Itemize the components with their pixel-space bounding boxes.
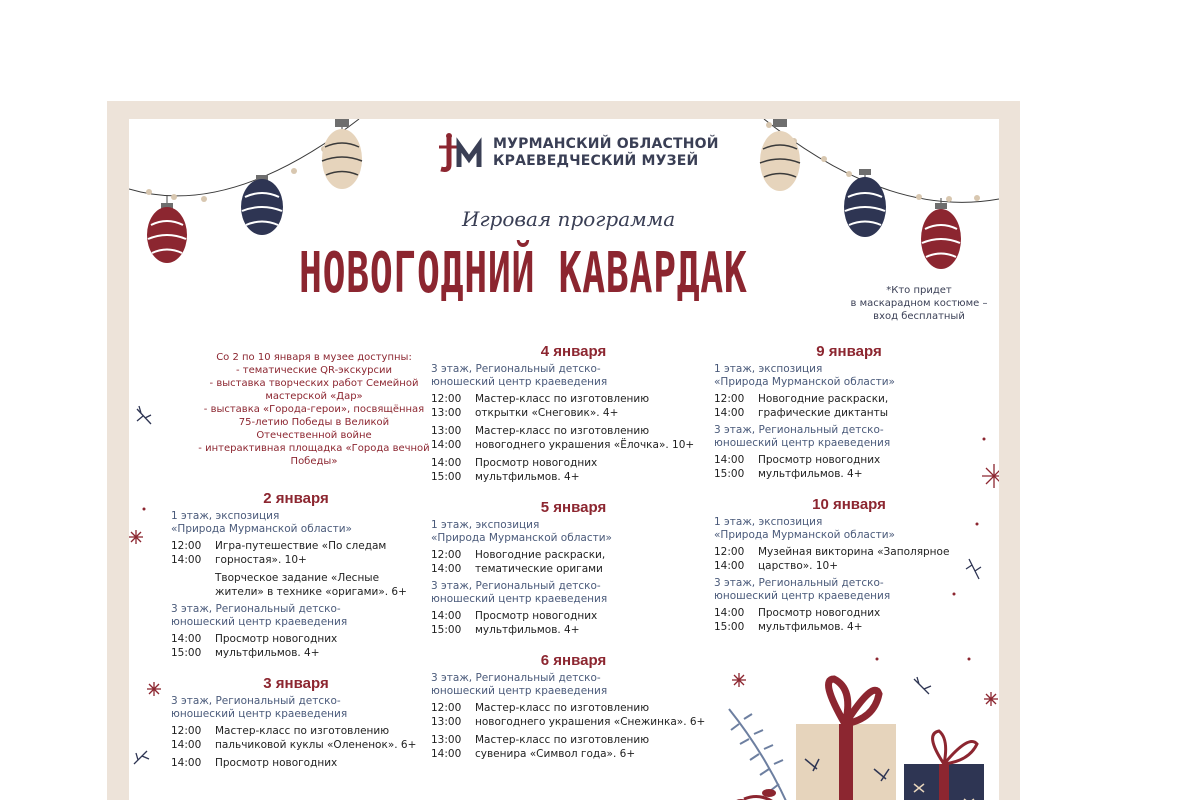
schedule-column-3 <box>714 342 984 638</box>
description-line: мультфильмов. 4+ <box>758 468 863 480</box>
location-line: 3 этаж, Региональный детско- <box>431 672 601 684</box>
day-jan2 <box>171 489 421 660</box>
location-line: 3 этаж, Региональный детско- <box>714 424 884 436</box>
event <box>431 733 716 761</box>
description-line: Просмотр новогодних <box>758 454 881 466</box>
event-time <box>171 539 215 567</box>
intro-text <box>189 351 439 468</box>
time-start: 13:00 <box>431 734 462 746</box>
day-title: 5 января <box>540 499 607 516</box>
museum-name <box>493 136 719 170</box>
ornament-beige-left <box>322 119 362 189</box>
intro-line: - выставка «Города-герои», посвящённая <box>203 404 425 415</box>
intro-line: 75-летию Победы в Великой <box>238 417 390 428</box>
description-line: жители» в технике «оригами». 6+ <box>215 586 407 598</box>
description-line: царство». 10+ <box>758 560 839 572</box>
description-line: Новогодние раскраски, <box>475 549 606 561</box>
event-time <box>431 456 475 484</box>
time-end: 15:00 <box>714 621 745 633</box>
location-line: «Природа Мурманской области» <box>714 529 895 541</box>
museum-logo <box>435 133 719 173</box>
ornament-red-right <box>921 203 961 269</box>
twig-icon <box>134 751 149 764</box>
schedule-column-1 <box>171 489 421 774</box>
program-subtitle: Игровая программа <box>462 207 676 231</box>
location-line: 1 этаж, экспозиция <box>714 516 823 528</box>
event-time <box>171 632 215 660</box>
event <box>171 756 421 770</box>
time-end: 15:00 <box>431 624 462 636</box>
event <box>431 424 716 452</box>
event-description <box>215 724 416 752</box>
location-line: юношеский центр краеведения <box>171 616 348 628</box>
description-line: Музейная викторина «Заполярное <box>758 546 950 558</box>
intro-line: Со 2 по 10 января в музее доступны: <box>216 352 412 363</box>
time-end: 15:00 <box>714 468 745 480</box>
time-end: 15:00 <box>171 647 202 659</box>
day-jan5 <box>431 498 716 637</box>
location-line: «Природа Мурманской области» <box>714 376 895 388</box>
location-line: 1 этаж, экспозиция <box>171 510 280 522</box>
description-line: Мастер-класс по изготовлению <box>215 725 390 737</box>
day-title: 2 января <box>263 490 329 507</box>
event-description <box>215 632 337 660</box>
description-line: Мастер-класс по изготовлению <box>475 702 650 714</box>
time-start: 12:00 <box>431 549 462 561</box>
snowflake-icon <box>732 673 746 687</box>
ornament-navy-right <box>844 169 886 237</box>
day-title: 6 января <box>540 652 607 669</box>
time-end: 14:00 <box>431 748 462 760</box>
time-start: 12:00 <box>171 725 202 737</box>
day-title: 9 января <box>816 343 882 360</box>
time-end: 14:00 <box>714 407 745 419</box>
location <box>714 577 984 603</box>
event-description <box>475 392 649 420</box>
location-line: 3 этаж, Региональный детско- <box>431 580 601 592</box>
location-line: 3 этаж, Региональный детско- <box>431 363 601 375</box>
intro-line: - тематические QR-экскурсии <box>235 365 393 376</box>
event <box>171 724 421 752</box>
event-time <box>431 392 475 420</box>
event-description <box>475 701 705 729</box>
time-end: 14:00 <box>171 554 202 566</box>
event-time <box>714 606 758 634</box>
snowflake-icon <box>147 682 161 696</box>
day-jan3 <box>171 674 421 770</box>
event-description <box>475 609 597 637</box>
day-jan4 <box>431 342 716 484</box>
time-start: 12:00 <box>431 702 462 714</box>
event <box>171 632 421 660</box>
event-time: 14:00 <box>171 757 202 769</box>
event-description <box>758 392 888 420</box>
location-line: 3 этаж, Региональный детско- <box>171 603 341 615</box>
event-time <box>431 733 475 761</box>
event-description <box>758 606 880 634</box>
location <box>171 510 421 536</box>
time-start: 12:00 <box>714 546 745 558</box>
event-description <box>475 456 597 484</box>
location <box>171 695 421 721</box>
ornament-navy-left <box>241 175 283 235</box>
event-description <box>215 539 386 567</box>
intro-line: - выставка творческих работ Семейной <box>209 378 419 389</box>
location <box>171 603 421 629</box>
event <box>431 548 716 576</box>
time-start: 12:00 <box>431 393 462 405</box>
intro-line: мастерской «Дар» <box>265 391 363 402</box>
event-time <box>431 701 475 729</box>
day-jan6 <box>431 651 716 761</box>
description-line: мультфильмов. 4+ <box>475 471 580 483</box>
intro-line: - интерактивная площадка «Города вечной <box>198 443 430 454</box>
poster-content <box>129 119 999 800</box>
time-start: 14:00 <box>171 633 202 645</box>
ornament-red-left <box>147 203 187 263</box>
time-end: 14:00 <box>431 439 462 451</box>
costume-note-line1: *Кто придет <box>886 285 952 296</box>
description-line: открытки «Снеговик». 4+ <box>475 407 619 419</box>
event-time <box>714 545 758 573</box>
event <box>431 456 716 484</box>
description-line: сувенира «Символ года». 6+ <box>475 748 636 760</box>
day-jan10 <box>714 495 984 634</box>
location-line: юношеский центр краеведения <box>171 708 348 720</box>
event-description <box>475 548 605 576</box>
description-line: Новогодние раскраски, <box>758 393 889 405</box>
location <box>714 424 984 450</box>
event <box>171 571 421 599</box>
location-line: 3 этаж, Региональный детско- <box>714 577 884 589</box>
description-line: Просмотр новогодних <box>758 607 881 619</box>
museum-name-line2: КРАЕВЕДЧЕСКИЙ МУЗЕЙ <box>493 153 699 169</box>
description-line: Просмотр новогодних <box>475 457 598 469</box>
event-time <box>431 424 475 452</box>
description-line: Мастер-класс по изготовлению <box>475 734 650 746</box>
twig-icon <box>914 677 931 694</box>
program-title: НОВОГОДНИЙ КАВАРДАК <box>299 241 748 306</box>
location <box>431 519 716 545</box>
event-description <box>758 545 949 573</box>
event <box>171 539 421 567</box>
description-line: мультфильмов. 4+ <box>758 621 863 633</box>
event <box>431 392 716 420</box>
schedule-column-2 <box>431 342 716 765</box>
intro-line: Победы» <box>290 456 338 467</box>
event-description <box>475 733 649 761</box>
location <box>714 516 984 542</box>
event <box>714 545 984 573</box>
museum-logo-icon <box>435 133 489 173</box>
gift-box-beige <box>796 679 896 800</box>
location-line: «Природа Мурманской области» <box>431 532 612 544</box>
gift-box-navy <box>904 731 984 800</box>
time-end: 14:00 <box>171 739 202 751</box>
event-description: Просмотр новогодних <box>215 757 338 769</box>
description-line: Мастер-класс по изготовлению <box>475 393 650 405</box>
costume-note <box>839 284 999 323</box>
description-line: тематические оригами <box>475 563 603 575</box>
snowflake-icon <box>984 692 998 706</box>
day-title: 3 января <box>263 675 329 692</box>
event-description <box>475 424 694 452</box>
time-end: 14:00 <box>714 560 745 572</box>
time-start: 14:00 <box>714 607 745 619</box>
time-start: 14:00 <box>431 610 462 622</box>
location-line: 1 этаж, экспозиция <box>431 519 540 531</box>
description-line: горностая». 10+ <box>215 554 307 566</box>
description-line: новогоднего украшения «Ёлочка». 10+ <box>475 439 695 451</box>
event-description <box>758 453 880 481</box>
event <box>714 392 984 420</box>
event-time <box>171 724 215 752</box>
event-description <box>215 571 407 599</box>
twig-icon <box>137 406 151 424</box>
snowflake-icon <box>982 464 999 488</box>
time-end: 13:00 <box>431 716 462 728</box>
event <box>714 606 984 634</box>
time-start: 12:00 <box>171 540 202 552</box>
description-line: мультфильмов. 4+ <box>215 647 320 659</box>
time-end: 14:00 <box>431 563 462 575</box>
branch-decoration <box>729 709 794 800</box>
location <box>431 363 716 389</box>
event-time <box>714 453 758 481</box>
event-time <box>714 392 758 420</box>
description-line: Просмотр новогодних <box>475 610 598 622</box>
location-line: юношеский центр краеведения <box>431 685 608 697</box>
description-line: графические диктанты <box>758 407 889 419</box>
description-line: Игра-путешествие «По следам <box>215 540 387 552</box>
description-line: мультфильмов. 4+ <box>475 624 580 636</box>
time-end: 13:00 <box>431 407 462 419</box>
day-title: 4 января <box>540 343 607 360</box>
location <box>714 363 984 389</box>
snowflake-icon <box>129 530 143 544</box>
description-line: новогоднего украшения «Снежинка». 6+ <box>475 716 706 728</box>
event-time <box>431 548 475 576</box>
time-start: 14:00 <box>431 457 462 469</box>
location-line: юношеский центр краеведения <box>431 376 608 388</box>
event <box>431 701 716 729</box>
description-line: пальчиковой куклы «Олененок». 6+ <box>215 739 417 751</box>
description-line: Просмотр новогодних <box>215 633 338 645</box>
location <box>431 672 716 698</box>
day-jan9 <box>714 342 984 481</box>
location-line: 3 этаж, Региональный детско- <box>171 695 341 707</box>
poster-frame <box>107 101 1020 800</box>
time-end: 15:00 <box>431 471 462 483</box>
time-start: 13:00 <box>431 425 462 437</box>
intro-line: Отечественной войне <box>256 430 372 441</box>
time-start: 12:00 <box>714 393 745 405</box>
description-line: Творческое задание «Лесные <box>215 572 380 584</box>
costume-note-line2: в маскарадном костюме – <box>850 298 988 309</box>
location-line: 1 этаж, экспозиция <box>714 363 823 375</box>
location-line: «Природа Мурманской области» <box>171 523 352 535</box>
event-time <box>431 609 475 637</box>
location <box>431 580 716 606</box>
event <box>431 609 716 637</box>
museum-name-line1: МУРМАНСКИЙ ОБЛАСТНОЙ <box>493 136 719 152</box>
ornament-beige-right <box>760 119 800 191</box>
costume-note-line3: вход бесплатный <box>873 311 965 322</box>
time-start: 14:00 <box>714 454 745 466</box>
location-line: юношеский центр краеведения <box>714 437 891 449</box>
event <box>714 453 984 481</box>
day-title: 10 января <box>812 496 886 513</box>
location-line: юношеский центр краеведения <box>431 593 608 605</box>
description-line: Мастер-класс по изготовлению <box>475 425 650 437</box>
location-line: юношеский центр краеведения <box>714 590 891 602</box>
